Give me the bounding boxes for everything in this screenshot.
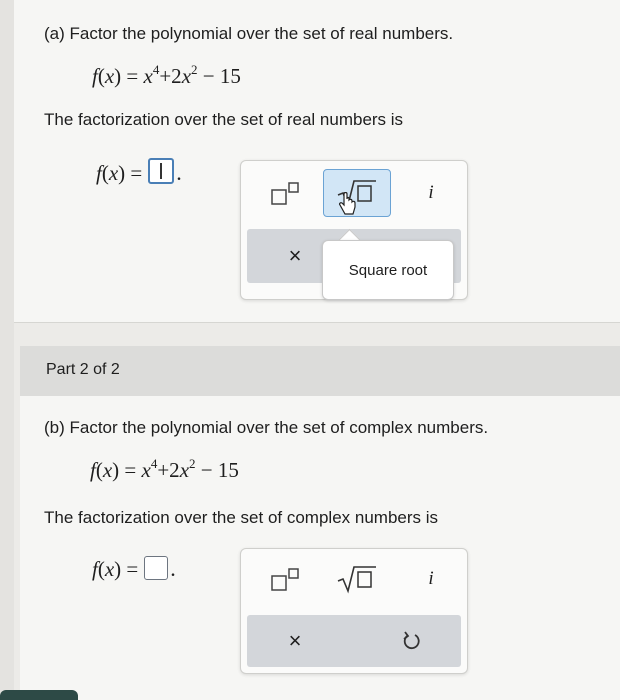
variable: x [141,458,151,482]
palette-action-row [247,615,461,667]
text-cursor [160,163,162,179]
part-2-header [20,346,620,396]
bottom-tab[interactable] [0,690,78,700]
variable: x [104,557,115,581]
variable: x [181,64,192,88]
close-icon: × [288,243,302,268]
left-margin [0,0,14,700]
variable: x [104,64,115,88]
undo-icon [401,630,421,652]
part-a-polynomial: $f(x) = x^4+2x^2 - 15$ [92,62,241,88]
square-root-tooltip [322,240,454,300]
clear-button[interactable] [267,235,323,277]
part-b-math-palette [240,548,468,674]
period: . [176,160,182,185]
part-b-polynomial: $f(x) = x^4+2x^2 - 15$ [90,456,239,482]
square-root-button[interactable] [323,169,391,217]
variable: x [143,64,153,88]
period: . [170,556,176,581]
square-root-button[interactable] [329,557,385,601]
part-b-answer-line: f(x) = . [92,556,176,581]
part-b-prompt: (b) Factor the polynomial over the set of complex numbers. [44,418,489,437]
exponent: 4 [150,456,158,471]
superscript-icon [268,566,302,592]
info-label: i [428,182,434,203]
part-a-answer-line: f(x) = . [96,160,182,185]
function-name: f [90,458,96,482]
part-b-answer-input[interactable] [144,556,168,580]
constant-term: − 15 [200,458,239,482]
part-a-answer-input[interactable] [148,158,174,184]
exponent: 2 [191,62,198,77]
variable: x [108,161,119,185]
term: +2 [159,64,182,88]
constant-term: − 15 [202,64,241,88]
superscript-button[interactable] [259,557,311,601]
part-b-result-prompt: The factorization over the set of complex numbers is [44,508,439,527]
hand-pointer-icon [337,192,357,218]
clear-button[interactable] [267,620,323,662]
part-a-prompt: (a) Factor the polynomial over the set of real numbers. [44,24,454,43]
function-name: f [92,64,98,88]
part-a-result-prompt: The factorization over the set of real numbers is [44,110,404,129]
exponent: 4 [152,62,160,77]
undo-button[interactable] [383,620,439,662]
function-name: f [96,161,102,185]
tooltip-text: Square root [348,261,428,279]
part-label: Part 2 of 2 [46,361,120,378]
info-label: i [428,568,434,589]
superscript-button[interactable] [259,171,311,215]
term: +2 [157,458,180,482]
square-root-icon [336,564,378,594]
variable: x [179,458,190,482]
variable: x [102,458,113,482]
info-button[interactable] [411,171,451,215]
superscript-icon [268,180,302,206]
close-icon: × [288,628,302,653]
info-button[interactable] [411,557,451,601]
exponent: 2 [189,456,196,471]
function-name: f [92,557,98,581]
